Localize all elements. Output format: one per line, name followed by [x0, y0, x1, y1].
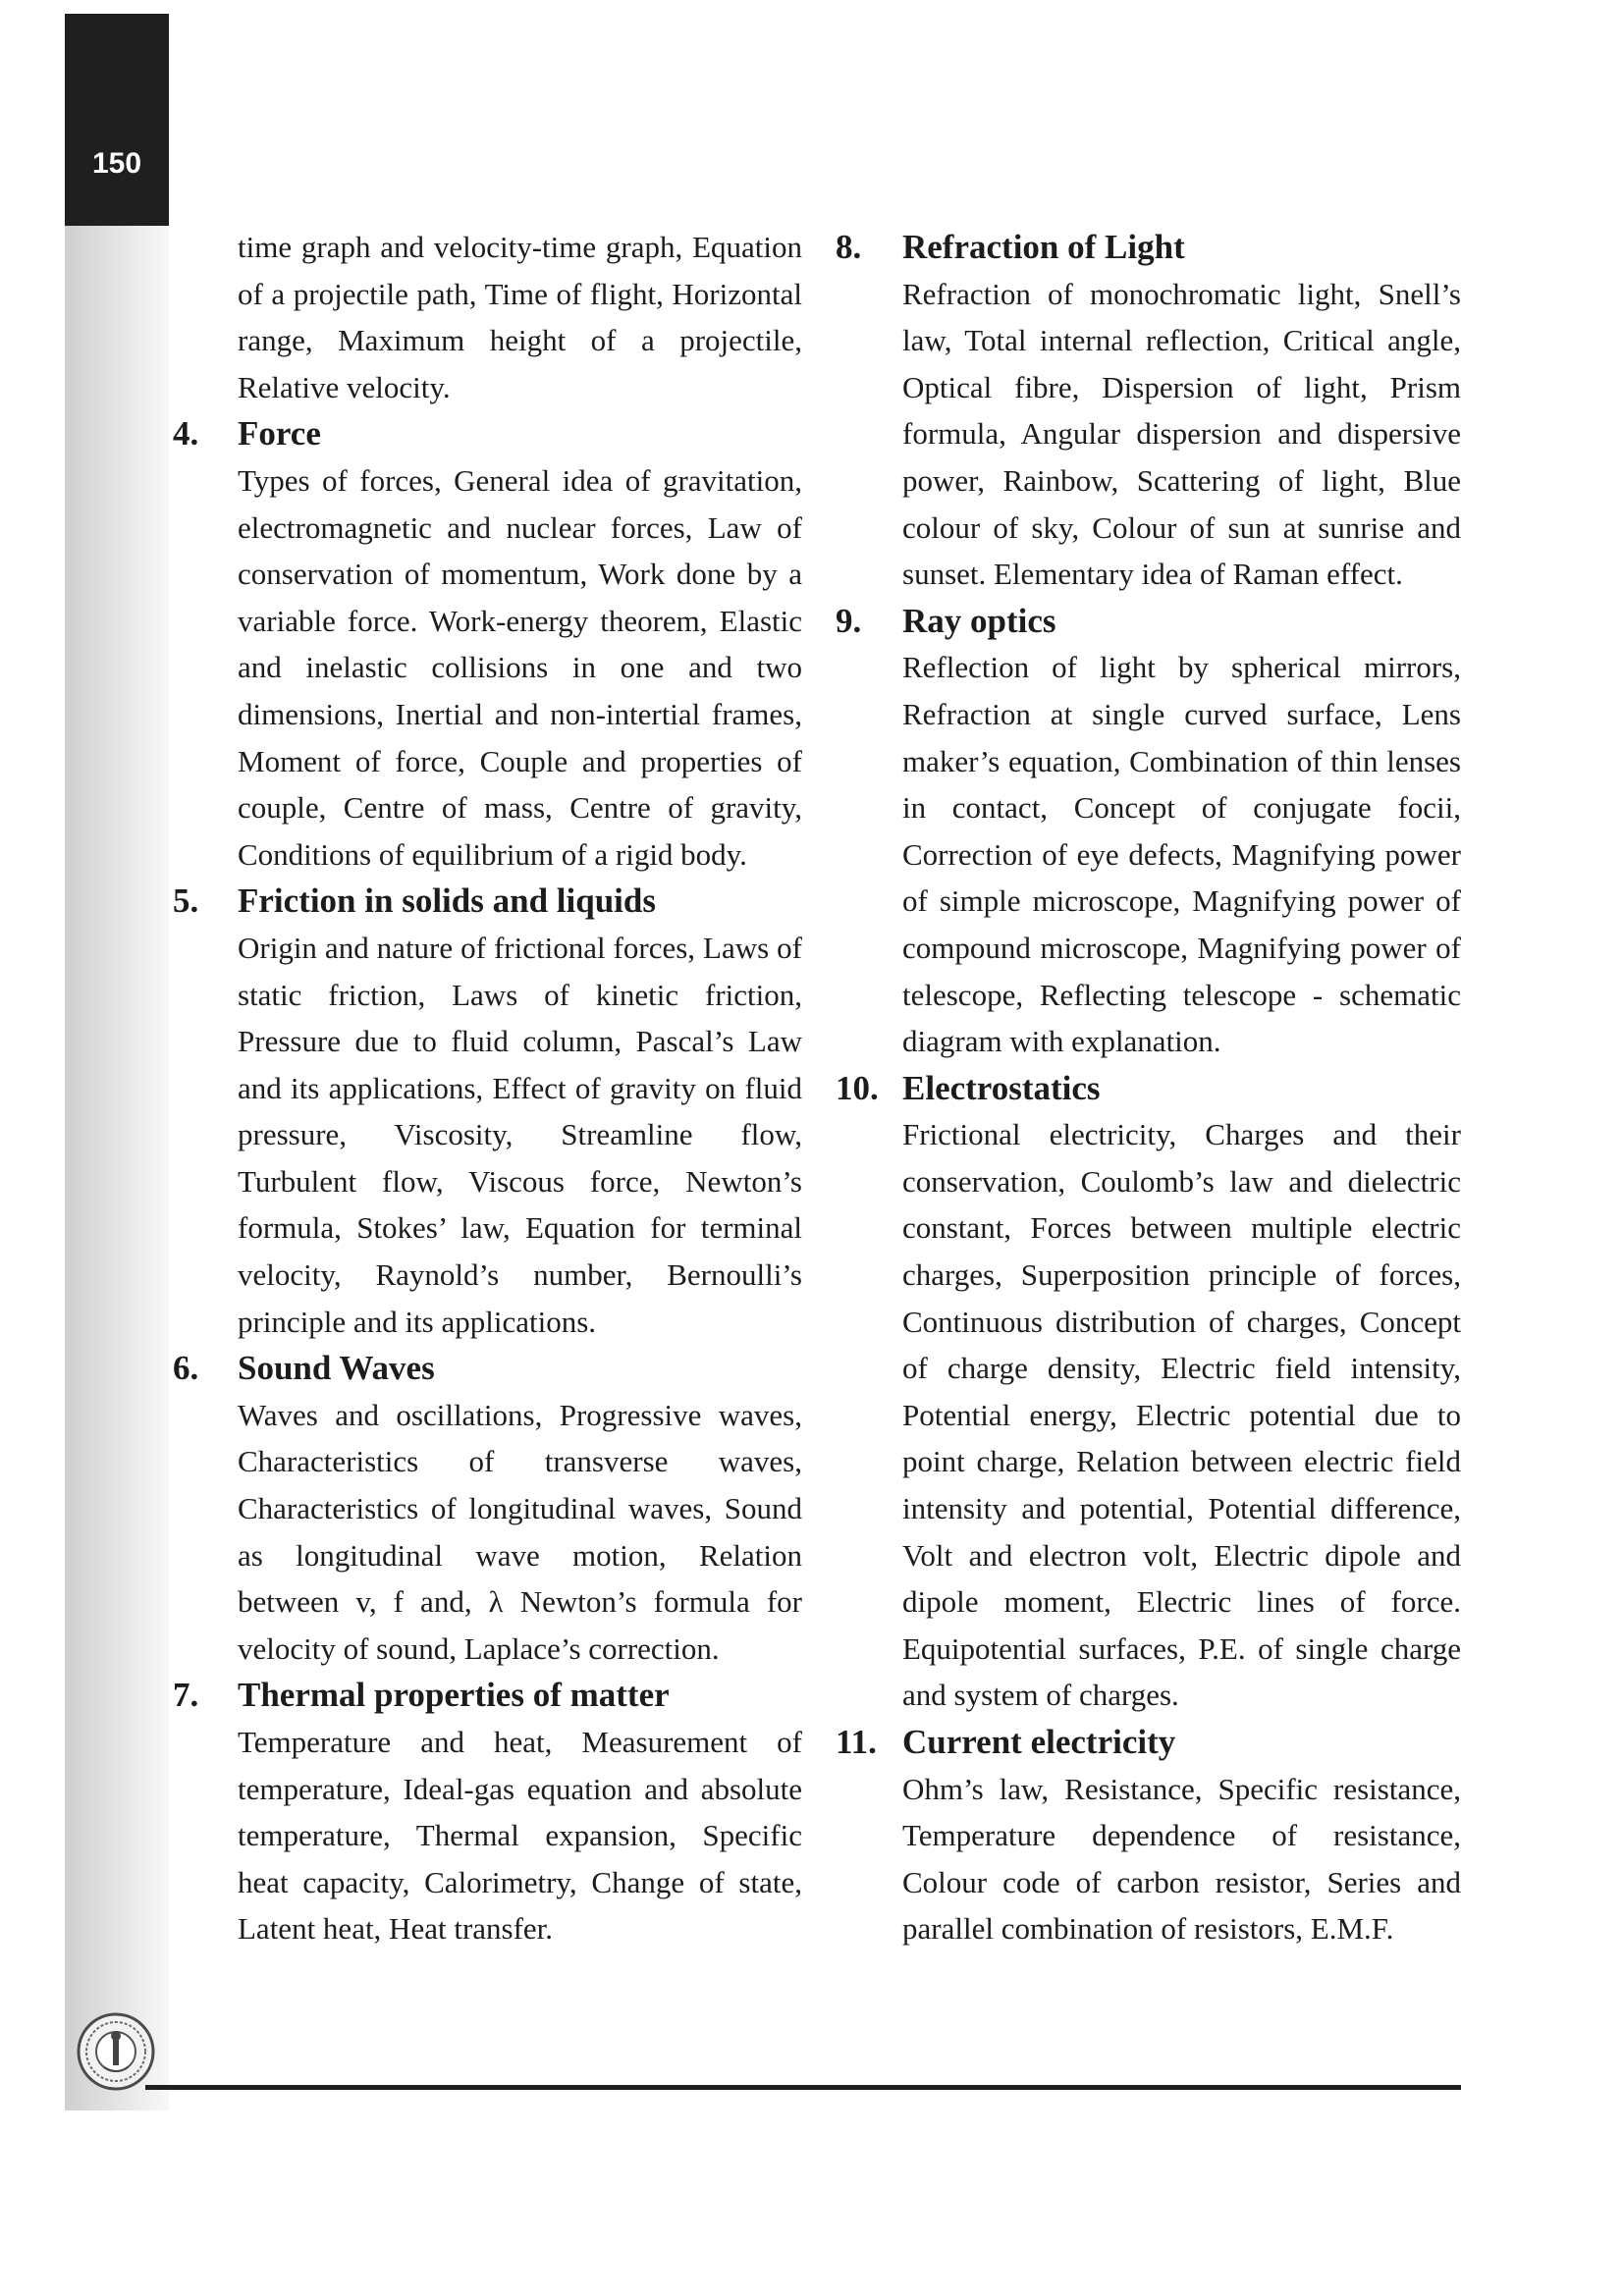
section-body: Types of forces, General idea of gravitation, electromagnetic and nuclear forces, Law of conservation of momentum, Work done by a variable force. Work-energy theorem, Elastic and inelastic collisions in one and two dimensions, Inertial and non-intertial frames, Moment of force, Couple and properties of couple, Centre of mass, Centre of gravity, Conditions of equilibrium of a rigid body. — [238, 462, 802, 872]
section-heading — [836, 1065, 1461, 1112]
section-title: Ray optics — [902, 601, 1056, 640]
section-body: Waves and oscillations, Progressive waves, Characteristics of transverse waves, Characteristics of longitudinal waves, Sound as longitudinal wave motion, Relation between v, f and, λ Newton’s formula for velocity of sound, Laplace’s correction. — [238, 1397, 802, 1666]
section-body: Refraction of monochromatic light, Snell’s law, Total internal reflection, Critical angle, Optical fibre, Dispersion of light, Prism formula, Angular dispersion and dispersive power, Rainbow, Scattering of light, Blue colour of sky, Colour of sun at sunrise and sunset. Elementary idea of Raman effect. — [902, 276, 1461, 592]
section-body: Ohm’s law, Resistance, Specific resistance, Temperature dependence of resistance, Colour code of carbon resistor, Series and parallel combination of resistors, E.M.F. — [902, 1771, 1461, 1947]
section-body: Temperature and heat, Measurement of temperature, Ideal-gas equation and absolute temperature, Thermal expansion, Specific heat capacity, Calorimetry, Change of state, Latent heat, Heat transfer. — [238, 1725, 802, 1947]
section-title: Friction in solids and liquids — [238, 881, 656, 921]
section-heading — [836, 1719, 1461, 1766]
left-column — [173, 224, 802, 1952]
continued-paragraph: time graph and velocity-time graph, Equation of a projectile path, Time of flight, Horizontal range, Maximum height of a projectile, Relative velocity. — [238, 230, 802, 404]
section-heading — [836, 598, 1461, 645]
section-number: 6. — [173, 1349, 199, 1388]
emblem-seal-icon — [75, 2010, 157, 2093]
section-number: 11. — [836, 1723, 877, 1761]
section-number: 10. — [836, 1068, 879, 1107]
section-number: 5. — [173, 881, 199, 921]
section-heading — [173, 1345, 802, 1392]
section-title: Thermal properties of matter — [238, 1676, 670, 1715]
right-column — [836, 224, 1461, 1952]
section-title: Force — [238, 414, 321, 454]
section-title: Sound Waves — [238, 1349, 435, 1388]
bottom-rule — [145, 2085, 1461, 2090]
section-number: 4. — [173, 414, 199, 454]
section-body: Frictional electricity, Charges and their conservation, Coulomb’s law and dielectric constant, Forces between multiple electric charges, Superposition principle of forces, Continuous distribution of charges, Concept of charge density, Electric field intensity, Potential energy, Electric potential due to point charge, Relation between electric field intensity and potential, Potential difference, Volt and electron volt, Electric dipole and dipole moment, Electric lines of force. Equipotential surfaces, P.E. of single charge and system of charges. — [902, 1117, 1461, 1713]
section-title: Current electricity — [902, 1723, 1176, 1761]
section-body: Reflection of light by spherical mirrors, Refraction at single curved surface, Lens maker’s equation, Combination of thin lenses in contact, Concept of conjugate focii, Correction of eye defects, Magnifying power of simple microscope, Magnifying power of compound microscope, Magnifying power of telescope, Reflecting telescope - schematic diagram with explanation. — [902, 650, 1461, 1059]
section-heading — [173, 1672, 802, 1719]
section-title: Refraction of Light — [902, 228, 1185, 266]
side-gradient-band — [65, 14, 169, 2110]
section-heading — [836, 224, 1461, 271]
section-body: Origin and nature of frictional forces, Laws of static friction, Laws of kinetic friction, Pressure due to fluid column, Pascal’s Law and its applications, Effect of gravity on fluid pressure, Viscosity, Streamline flow, Turbulent flow, Viscous force, Newton’s formula, Stokes’ law, Equation for terminal velocity, Raynold’s number, Bernoulli’s principle and its applications. — [238, 930, 802, 1339]
section-number: 7. — [173, 1676, 199, 1715]
section-heading — [173, 410, 802, 457]
section-title: Electrostatics — [902, 1068, 1101, 1107]
page-number: 150 — [91, 147, 142, 180]
section-number: 8. — [836, 228, 862, 266]
page-number-tab — [65, 14, 169, 226]
section-number: 9. — [836, 601, 862, 640]
section-heading — [173, 878, 802, 925]
